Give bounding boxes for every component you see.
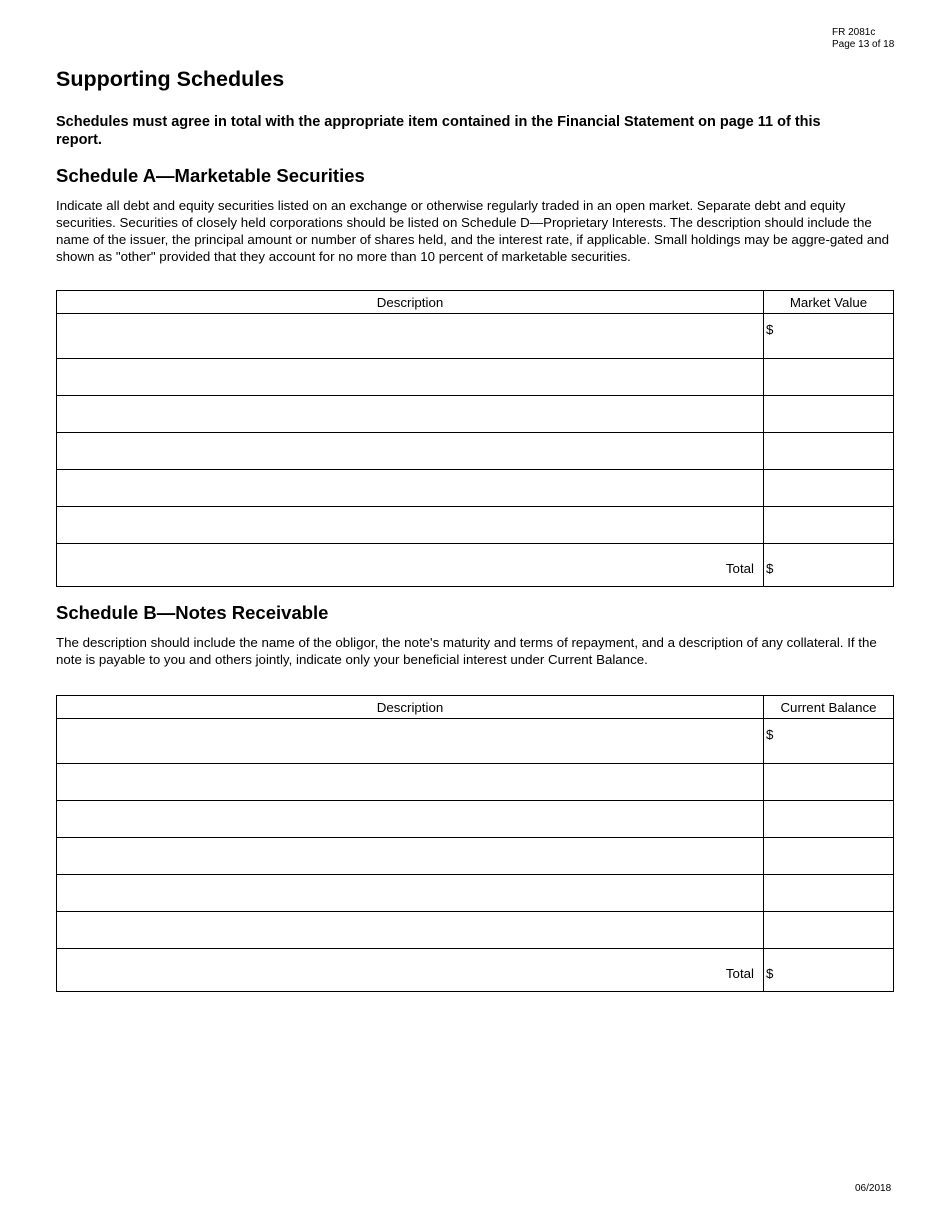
table-row — [57, 912, 894, 949]
description-cell[interactable] — [57, 433, 764, 470]
description-column-header: Description — [57, 696, 764, 719]
schedule-b-table — [56, 695, 894, 992]
page-number: Page 13 of 18 — [832, 39, 895, 50]
schedule-b-instructions: The description should include the name of the obligor, the note's maturity and terms of repayment, and a description of any collateral. If the note is payable to you and others jointly, indicate only your beneficial interest under Current Balance. — [56, 635, 877, 667]
description-cell[interactable] — [57, 719, 764, 764]
table-row — [57, 396, 894, 433]
description-cell[interactable] — [57, 470, 764, 507]
current-balance-cell[interactable] — [764, 801, 894, 838]
table-header-row — [57, 291, 894, 314]
table-row — [57, 359, 894, 396]
table-row — [57, 433, 894, 470]
form-number: FR 2081c — [832, 27, 876, 38]
description-cell[interactable] — [57, 875, 764, 912]
table-row — [57, 838, 894, 875]
description-cell[interactable] — [57, 801, 764, 838]
table-row — [57, 314, 894, 359]
schedule-a-heading: Schedule A—Marketable Securities — [56, 165, 365, 186]
description-cell[interactable] — [57, 838, 764, 875]
total-row — [57, 949, 894, 992]
market-value-cell[interactable] — [764, 507, 894, 544]
revision-date: 06/2018 — [855, 1183, 892, 1194]
total-label: Total — [57, 544, 764, 587]
current-balance-cell[interactable] — [764, 912, 894, 949]
currency-symbol: $ — [766, 322, 774, 337]
table-row — [57, 507, 894, 544]
schedule-a-instructions: Indicate all debt and equity securities listed on an exchange or otherwise regularly traded in an open market. Separate debt and equity securities. Securities of closely held corporations should be listed on Schedule D—Proprietary Interests. The description should include the name of the issuer, the principal amount or number of shares held, and the interest rate, if applicable. Small holdings may be aggre-gated and shown as "other" provided that they account for no more than 10 percent of marketable securities. — [56, 198, 890, 264]
description-column-header: Description — [57, 291, 764, 314]
currency-symbol: $ — [766, 560, 774, 576]
description-cell[interactable] — [57, 764, 764, 801]
market-value-cell[interactable] — [764, 359, 894, 396]
market-value-cell[interactable] — [764, 433, 894, 470]
table-header-row — [57, 696, 894, 719]
table-row — [57, 801, 894, 838]
current-balance-cell[interactable] — [764, 838, 894, 875]
market-value-cell[interactable] — [764, 396, 894, 433]
description-cell[interactable] — [57, 507, 764, 544]
currency-symbol: $ — [766, 727, 774, 742]
total-row — [57, 544, 894, 587]
market-value-cell[interactable] — [764, 314, 894, 359]
table-row — [57, 719, 894, 764]
description-cell[interactable] — [57, 314, 764, 359]
form-identifier — [832, 27, 894, 51]
description-cell[interactable] — [57, 912, 764, 949]
table-row — [57, 764, 894, 801]
current-balance-cell[interactable] — [764, 764, 894, 801]
total-current-balance-cell[interactable] — [764, 949, 894, 992]
market-value-column-header: Market Value — [764, 291, 894, 314]
schedule-b-heading: Schedule B—Notes Receivable — [56, 602, 329, 623]
schedules-instruction: Schedules must agree in total with the appropriate item contained in the Financial Statement on page 11 of this report. — [56, 114, 821, 148]
current-balance-column-header: Current Balance — [764, 696, 894, 719]
total-label: Total — [57, 949, 764, 992]
description-cell[interactable] — [57, 359, 764, 396]
table-row — [57, 470, 894, 507]
current-balance-cell[interactable] — [764, 719, 894, 764]
current-balance-cell[interactable] — [764, 875, 894, 912]
description-cell[interactable] — [57, 396, 764, 433]
table-row — [57, 875, 894, 912]
market-value-cell[interactable] — [764, 470, 894, 507]
schedule-a-table — [56, 290, 894, 587]
total-market-value-cell[interactable] — [764, 544, 894, 587]
page-title: Supporting Schedules — [56, 67, 285, 91]
currency-symbol: $ — [766, 965, 774, 981]
